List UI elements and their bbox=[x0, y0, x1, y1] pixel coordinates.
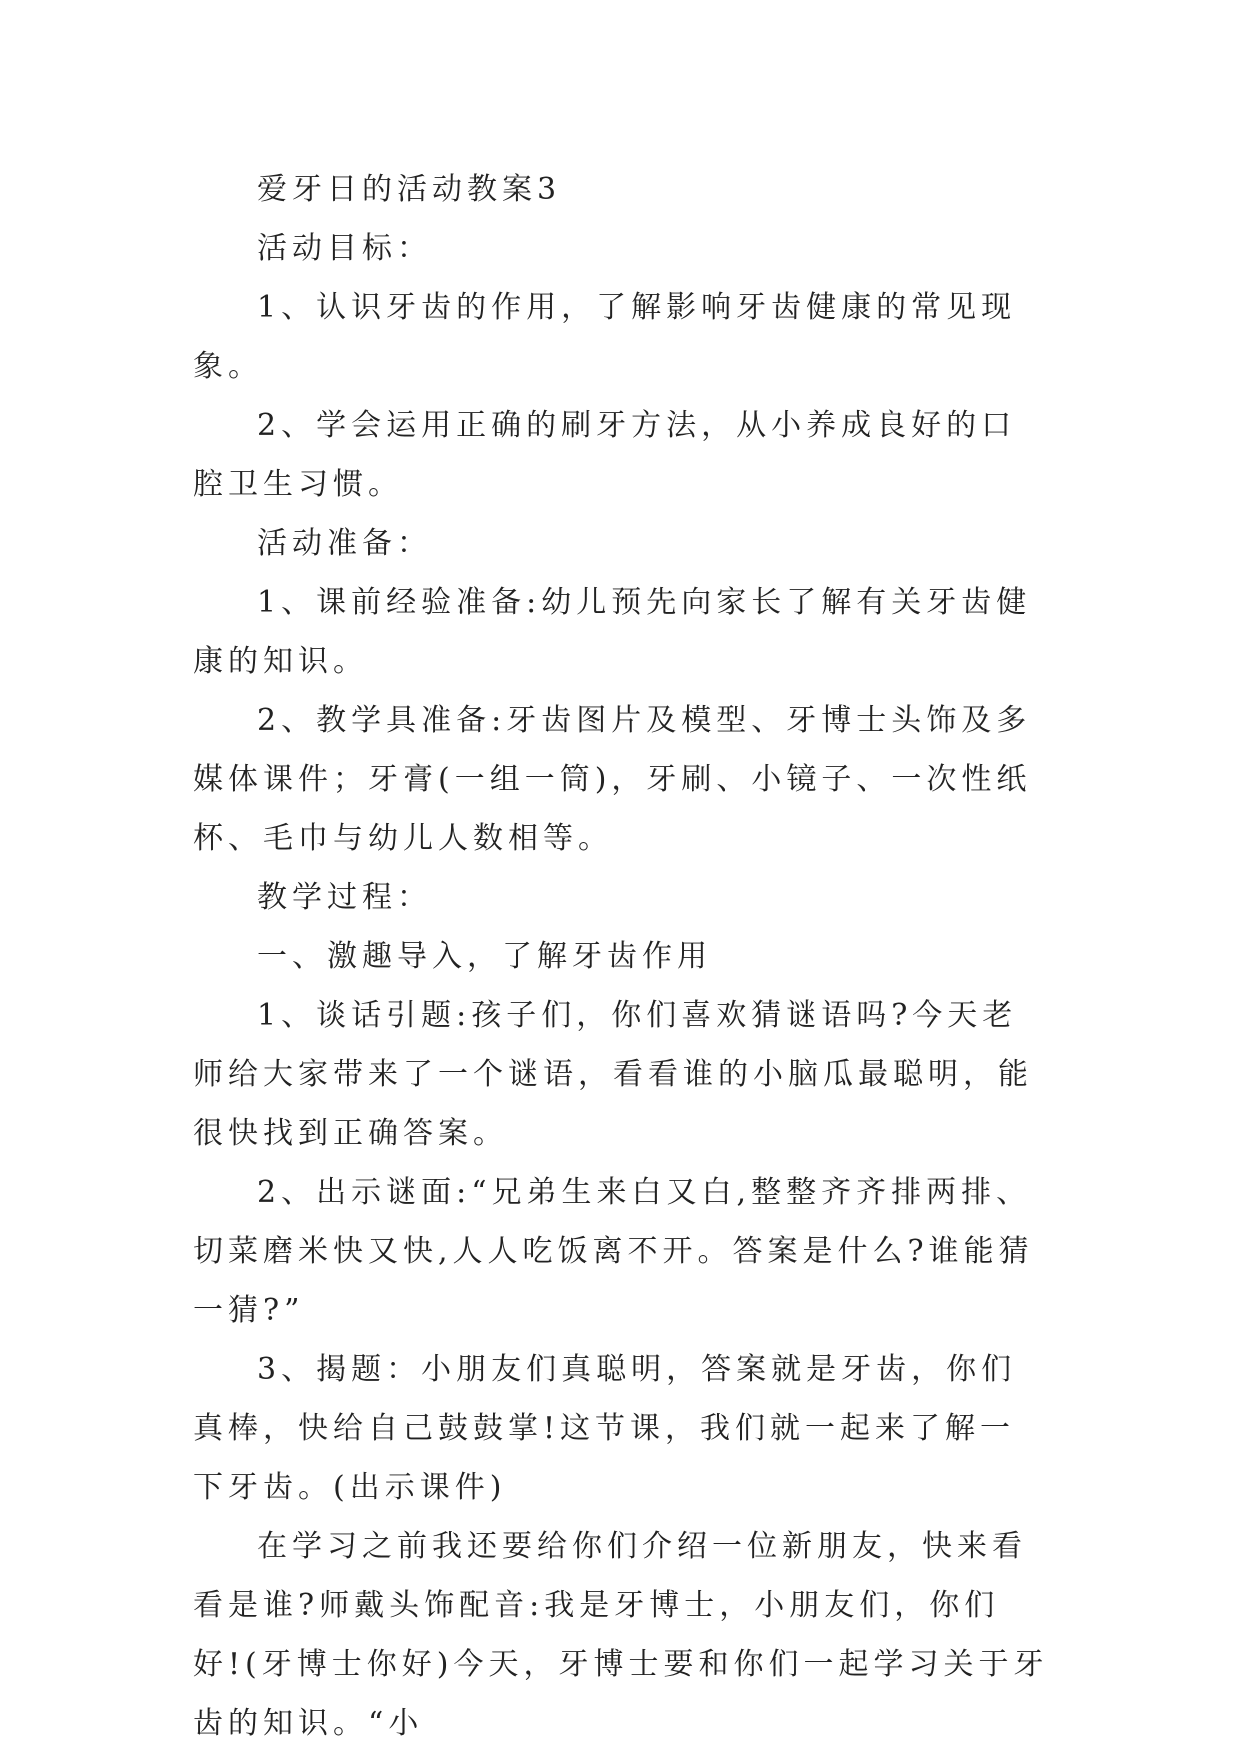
paragraph: 1、谈话引题:孩子们，你们喜欢猜谜语吗?今天老师给大家带来了一个谜语，看看谁的小脑瓜最聪明，能很快找到正确答案。 bbox=[193, 998, 1033, 1151]
paragraph: 3、揭题：小朋友们真聪明，答案就是牙齿，你们真棒，快给自己鼓鼓掌!这节课，我们就一起来了解一下牙齿。(出示课件) bbox=[193, 1352, 1017, 1505]
section-heading-preparation: 活动准备： bbox=[257, 526, 432, 561]
document-title: 爱牙日的活动教案3 bbox=[257, 172, 562, 207]
paragraph: 在学习之前我还要给你们介绍一位新朋友，快来看看是谁?师戴头饰配音:我是牙博士，小朋友们，你们好!(牙博士你好)今天，牙博士要和你们一起学习关于牙齿的知识。“小 bbox=[193, 1529, 1049, 1741]
paragraph: 2、学会运用正确的刷牙方法，从小养成良好的口腔卫生习惯。 bbox=[193, 408, 1017, 502]
section-heading-goals: 活动目标： bbox=[257, 231, 432, 266]
section-heading-process: 教学过程： bbox=[257, 880, 432, 915]
document-body bbox=[193, 160, 1049, 1753]
paragraph: 1、认识牙齿的作用，了解影响牙齿健康的常见现象。 bbox=[193, 290, 1017, 384]
subheading: 一、激趣导入，了解牙齿作用 bbox=[257, 939, 712, 974]
paragraph: 1、课前经验准备:幼儿预先向家长了解有关牙齿健康的知识。 bbox=[193, 585, 1032, 679]
paragraph: 2、出示谜面:“兄弟生来白又白,整整齐齐排两排、切菜磨米快又快,人人吃饭离不开。答案是什么?谁能猜一猜?” bbox=[193, 1175, 1034, 1328]
paragraph: 2、教学具准备:牙齿图片及模型、牙博士头饰及多媒体课件；牙膏(一组一筒)，牙刷、小镜子、一次性纸杯、毛巾与幼儿人数相等。 bbox=[193, 703, 1032, 856]
